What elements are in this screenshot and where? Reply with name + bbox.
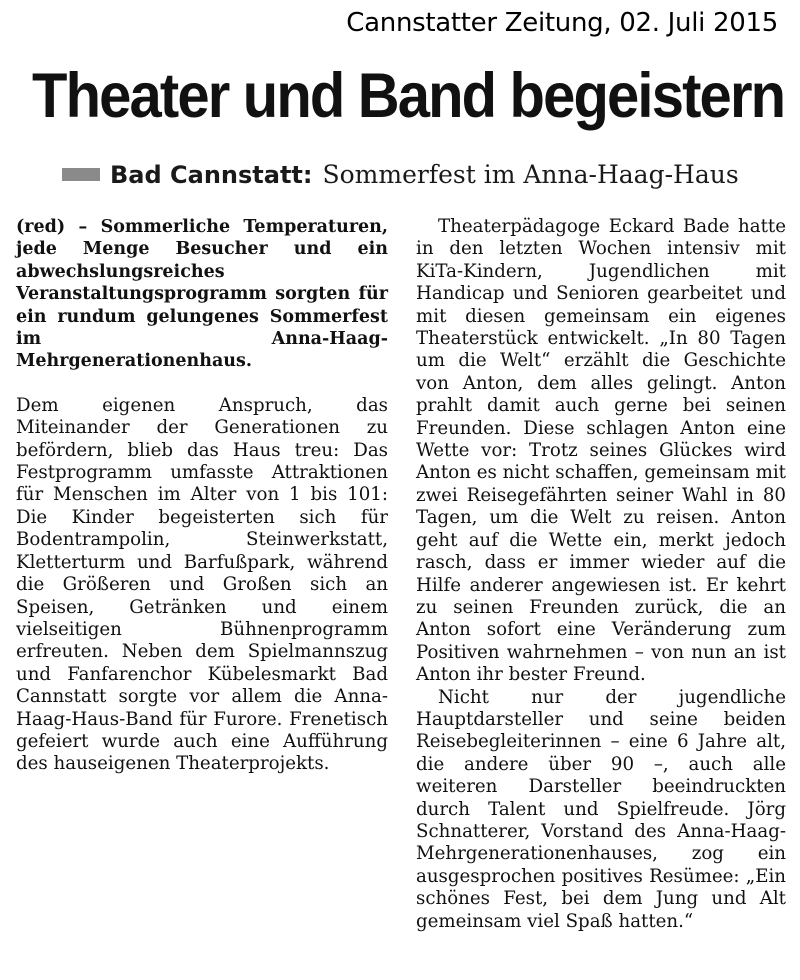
- column-right: [416, 216, 786, 933]
- column-left: [16, 216, 388, 776]
- subline: [62, 160, 739, 189]
- article-lead: (red) – Sommerliche Temperaturen, jede Menge Besucher und ein abwechslungsreiches Veranstaltungsprogramm sorgten für ein rundum gelungenes Sommerfest im Anna-Haag-Mehrgenerationenhaus.: [16, 217, 388, 372]
- topic: Sommerfest im Anna-Haag-Haus: [322, 160, 739, 189]
- headline: Theater und Band begeistern: [32, 61, 785, 131]
- source-line: Cannstatter Zeitung, 02. Juli 2015: [346, 8, 778, 38]
- article-paragraph-2: Theaterpädagoge Eckard Bade hatte in den letzten Wochen intensiv mit KiTa-Kindern, Jugendlichen mit Handicap und Senioren gearbeitet und mit diesen gemeinsam ein eigenes Theaterstück entwickelt. „In 80 Tagen um die Welt“ erzählt die Geschichte von Anton, dem alles gelingt. Anton prahlt damit auch gerne bei seinen Freunden. Diese schlagen Anton eine Wette vor: Trotz seines Glückes wird Anton es nicht schaffen, gemeinsam mit zwei Reisegefährten seiner Wahl in 80 Tagen, um die Welt zu reisen. Anton geht auf die Wette ein, merkt jedoch rasch, dass er immer wieder auf die Hilfe anderer angewiesen ist. Er kehrt zu seinen Freunden zurück, die an Anton sofort eine Veränderung zum Positiven wahrnehmen – von nun an ist Anton ihr bester Freund.: [416, 216, 786, 686]
- grey-bar-marker: [62, 168, 100, 181]
- article-paragraph-3: Nicht nur der jugendliche Hauptdarsteller und seine beiden Reisebegleiterinnen – eine 6 Jahre alt, die andere über 90 –, auch alle weiteren Darsteller beeindruckten durch Talent und Spielfreude. Jörg Schnatterer, Vorstand des Anna-Haag-Mehrgenerationenhauses, zog ein ausgesprochen positives Resümee: „Ein schönes Fest, bei dem Jung und Alt gemeinsam viel Spaß hatten.“: [416, 686, 786, 932]
- article-paragraph-1: Dem eigenen Anspruch, das Miteinander der Generationen zu befördern, blieb das Haus treu: Das Festprogramm umfasste Attraktionen für Menschen im Alter von 1 bis 101: Die Kinder begeisterten sich für Bodentrampolin, Steinwerkstatt, Kletterturm und Barfußpark, während die Größeren und Großen sich an Speisen, Getränken und einem vielseitigen Bühnenprogramm erfreuten. Neben dem Spielmannszug und Fanfarenchor Kübelesmarkt Bad Cannstatt sorgte vor allem die Anna-Haag-Haus-Band für Furore. Frenetisch gefeiert wurde auch eine Aufführung des hauseigenen Theaterprojekts.: [16, 394, 388, 775]
- kicker: Bad Cannstatt:: [110, 160, 313, 189]
